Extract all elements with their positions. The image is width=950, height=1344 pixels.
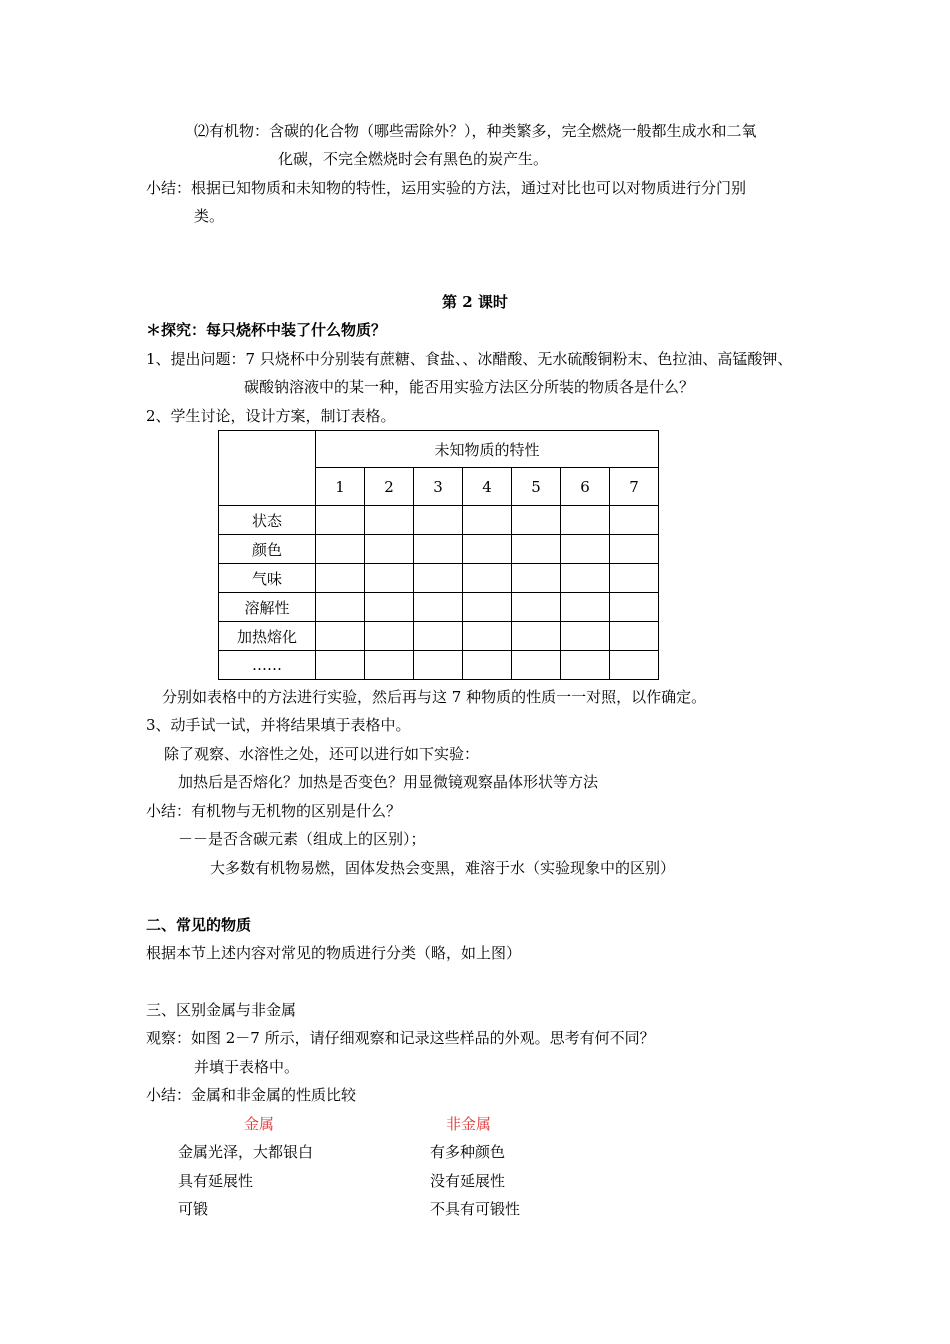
summary-answer-1: －－是否含碳元素（组成上的区别）； <box>178 830 426 848</box>
table-note: 分别如表格中的方法进行实验，然后再与这 7 种物质的性质一一对照，以作确定。 <box>162 688 707 706</box>
nonmetal-header: 非金属 <box>446 1115 492 1133</box>
table-corner-cell <box>219 431 316 506</box>
question-1-line-1: 1、提出问题：7 只烧杯中分别装有蔗糖、食盐、、冰醋酸、无水硫酸铜粉末、色拉油、高锰酸钾、 <box>146 350 793 368</box>
column-header: 4 <box>463 468 512 506</box>
organic-line-1: ⑵有机物：含碳的化合物（哪些需除外？），种类繁多，完全燃烧一般都生成水和二氧 <box>194 122 757 140</box>
table-row <box>219 651 659 680</box>
observe-line-1: 观察：如图 2－7 所示，请仔细观察和记录这些样品的外观。思考有何不同？ <box>146 1029 655 1047</box>
comparison-summary: 小结：金属和非金属的性质比较 <box>146 1086 357 1104</box>
column-header: 2 <box>365 468 414 506</box>
summary-answer-2: 大多数有机物易燃，固体发热会变黑，难溶于水（实验现象中的区别） <box>210 859 676 877</box>
row-header: 气味 <box>219 564 316 593</box>
section-2-heading: 二、常见的物质 <box>146 916 252 934</box>
table-row <box>219 593 659 622</box>
extra-experiments: 除了观察、水溶性之处，还可以进行如下实验： <box>164 745 480 763</box>
question-2: 2、学生讨论，设计方案，制订表格。 <box>146 407 396 425</box>
row-header: …… <box>219 651 316 680</box>
metal-property: 具有延展性 <box>178 1172 254 1190</box>
row-header: 溶解性 <box>219 593 316 622</box>
question-3: 3、动手试一试，并将结果填于表格中。 <box>146 716 411 734</box>
property-table <box>218 430 659 680</box>
observe-line-2: 并填于表格中。 <box>194 1058 300 1076</box>
summary-line-2: 类。 <box>194 207 225 225</box>
metal-header: 金属 <box>244 1115 275 1133</box>
question-1-line-2: 碳酸钠溶液中的某一种，能否用实验方法区分所装的物质各是什么？ <box>244 378 695 396</box>
metal-property: 可锻 <box>178 1200 209 1218</box>
column-header: 5 <box>512 468 561 506</box>
section-2-text: 根据本节上述内容对常见的物质进行分类（略，如上图） <box>146 944 522 962</box>
table-row <box>219 564 659 593</box>
column-header: 1 <box>316 468 365 506</box>
column-header: 6 <box>561 468 610 506</box>
table-title: 未知物质的特性 <box>316 431 659 468</box>
summary-question: 小结：有机物与无机物的区别是什么？ <box>146 802 402 820</box>
extra-experiments-list: 加热后是否熔化？加热是否变色？用显微镜观察晶体形状等方法 <box>178 773 599 791</box>
inquiry-heading: ＊探究：每只烧杯中装了什么物质？ <box>146 321 387 339</box>
organic-line-2: 化碳，不完全燃烧时会有黑色的炭产生。 <box>278 150 549 168</box>
section-3-heading: 三、区别金属与非金属 <box>146 1001 297 1019</box>
row-header: 加热熔化 <box>219 622 316 651</box>
row-header: 颜色 <box>219 535 316 564</box>
nonmetal-property: 有多种颜色 <box>430 1143 506 1161</box>
table-row <box>219 535 659 564</box>
table-row <box>219 622 659 651</box>
column-header: 3 <box>414 468 463 506</box>
column-header: 7 <box>610 468 659 506</box>
nonmetal-property: 没有延展性 <box>430 1172 506 1190</box>
nonmetal-property: 不具有可锻性 <box>430 1200 521 1218</box>
row-header: 状态 <box>219 506 316 535</box>
table-row <box>219 506 659 535</box>
metal-property: 金属光泽，大都银白 <box>178 1143 314 1161</box>
summary-line-1: 小结：根据已知物质和未知物的特性，运用实验的方法，通过对比也可以对物质进行分门别 <box>146 179 747 197</box>
lesson-heading: 第 2 课时 <box>442 293 508 311</box>
